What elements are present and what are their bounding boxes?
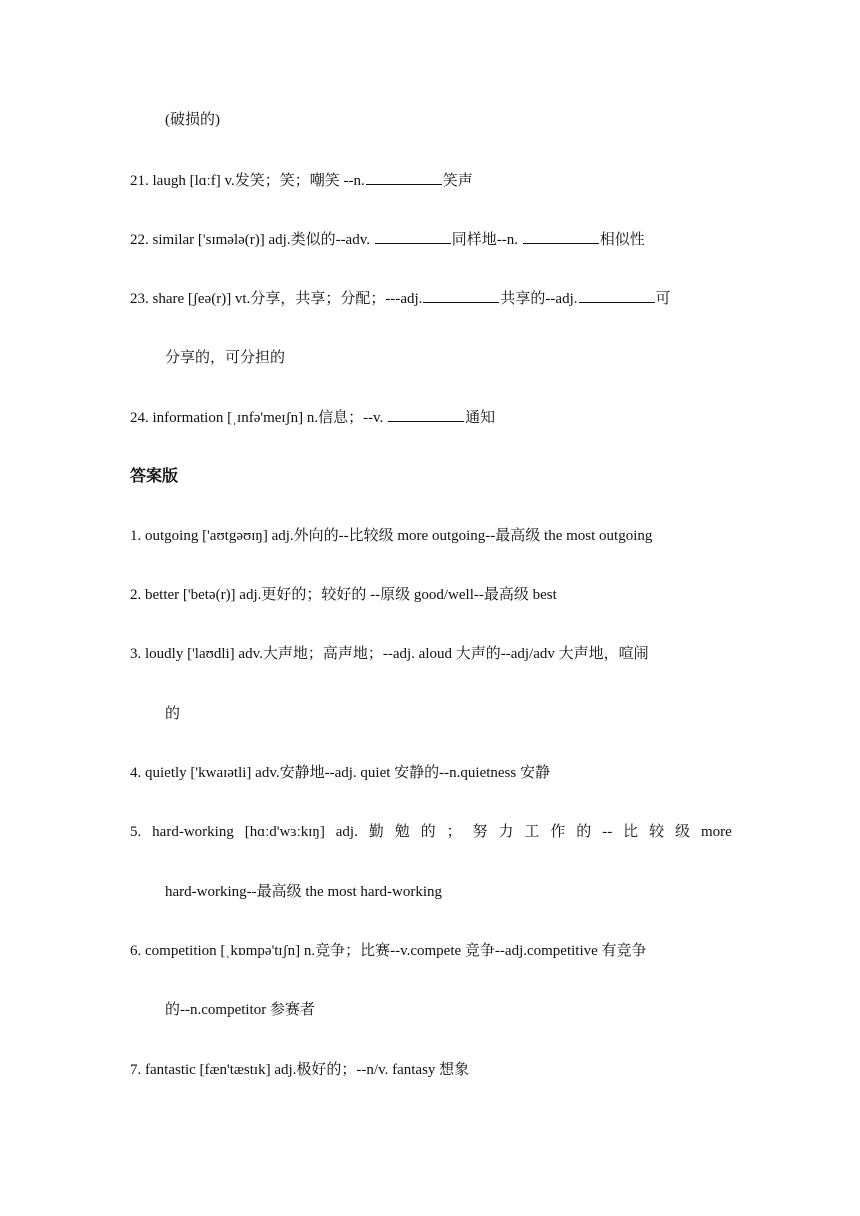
answer-item-6: [130, 941, 732, 961]
line-text: 4. quietly ['kwaɪətli] adv.安静地--adj. quiet 安静的--n.quietness 安静: [130, 765, 550, 781]
word: 5.: [130, 824, 142, 840]
line-text: 相似性: [599, 232, 645, 248]
line-text: 分享的，可分担的: [165, 350, 286, 366]
text-line: [165, 348, 732, 368]
word: 勉: [394, 824, 410, 840]
answer-item-7: [130, 1060, 732, 1080]
word: 比: [623, 824, 639, 840]
word: 勤: [368, 824, 384, 840]
heading-text: 答案版: [130, 466, 179, 485]
line-text: 3. loudly ['laʊdli] adv.大声地；高声地；--adj. aloud 大声的--adj/adv 大声地，喧闹: [130, 646, 649, 662]
word: 较: [649, 824, 665, 840]
line-text: 21. laugh [lɑːf] v.发笑；笑；嘲笑 --n.: [130, 173, 365, 189]
answer-item-4: [130, 763, 732, 783]
answer-item-3: [130, 644, 732, 664]
word: --: [602, 824, 613, 840]
line-text: 23. share [ʃeə(r)] vt.分享，共享；分配；---adj.: [130, 291, 423, 307]
word: 级: [675, 824, 691, 840]
line-text: 的--n.competitor 参赛者: [165, 1002, 315, 1018]
word: hard-working: [152, 824, 234, 840]
line-text: 24. information [ˌɪnfə'meɪʃn] n.信息；--v.: [130, 410, 388, 426]
answer-item-2: [130, 585, 732, 605]
text-line: [165, 882, 732, 902]
line-text: 1. outgoing ['aʊtgəʊɪŋ] adj.外向的--比较级 more outgoing--最高级 the most outgoing: [130, 528, 653, 544]
vocab-item-23: [130, 288, 732, 309]
line-text: (破损的): [165, 112, 220, 128]
line-text: 共享的--adj.: [500, 291, 578, 307]
section-heading: [130, 466, 732, 486]
vocab-item-24: [130, 407, 732, 428]
text-line: [165, 110, 732, 130]
text-line: [165, 704, 732, 724]
line-text: 6. competition [ˌkɒmpə'tɪʃn] n.竞争；比赛--v.compete 竞争--adj.competitive 有竞争: [130, 943, 647, 959]
answer-item-1: [130, 526, 732, 546]
fill-blank[interactable]: [366, 170, 442, 185]
fill-blank[interactable]: [388, 407, 464, 422]
word: 的: [420, 824, 436, 840]
word: 工: [524, 824, 540, 840]
word: 作: [550, 824, 566, 840]
word: adj.: [335, 824, 358, 840]
line-text: 笑声: [442, 173, 473, 189]
word: [hɑːd'wɜːkɪŋ]: [244, 824, 325, 840]
line-text: 7. fantastic [fæn'tæstɪk] adj.极好的；--n/v. fantasy 想象: [130, 1062, 470, 1078]
word: more: [700, 824, 732, 840]
word: ；: [446, 824, 462, 840]
fill-blank[interactable]: [523, 229, 599, 244]
line-text: 22. similar ['sɪmələ(r)] adj.类似的--adv.: [130, 232, 374, 248]
fill-blank[interactable]: [375, 229, 451, 244]
fill-blank[interactable]: [423, 288, 499, 303]
vocab-item-22: [130, 229, 732, 250]
line-text: hard-working--最高级 the most hard-working: [165, 884, 443, 900]
line-text: 2. better ['betə(r)] adj.更好的；较好的 --原级 good/well--最高级 best: [130, 587, 557, 603]
word: 力: [498, 824, 514, 840]
fill-blank[interactable]: [579, 288, 655, 303]
answer-item-5: [130, 822, 732, 842]
vocab-item-21: [130, 170, 732, 191]
line-text: 可: [655, 291, 671, 307]
word: 努: [472, 824, 488, 840]
line-text: 通知: [465, 410, 496, 426]
text-line: [165, 1000, 732, 1020]
line-text: 的: [165, 706, 181, 722]
line-text: 同样地--n.: [451, 232, 522, 248]
word: 的: [576, 824, 592, 840]
